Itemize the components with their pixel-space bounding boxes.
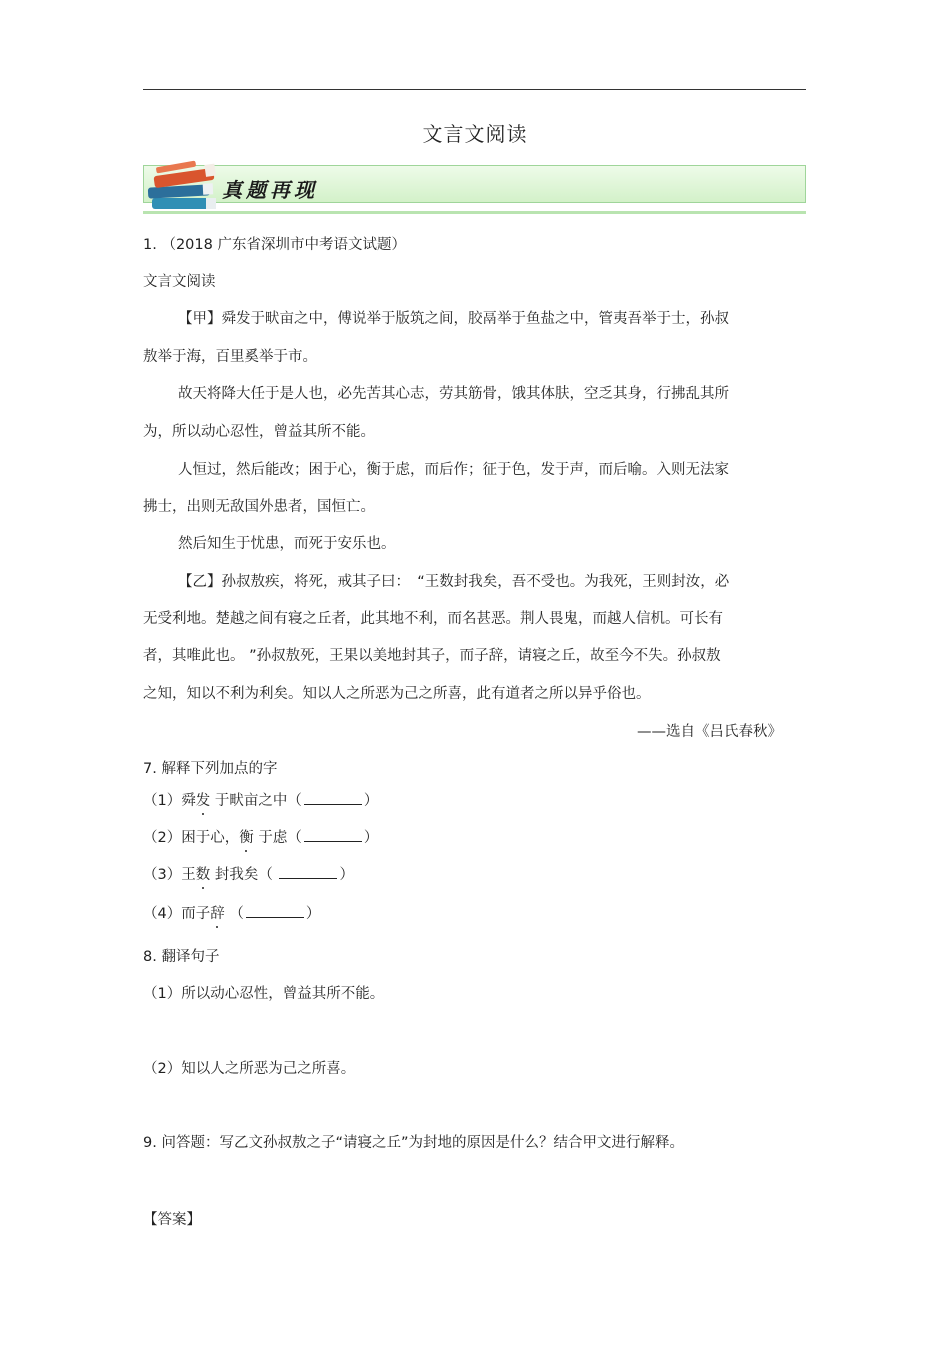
answer-blank[interactable] — [304, 790, 362, 805]
passage-jia-line: 【甲】舜发于畎亩之中，傅说举于版筑之间，胶鬲举于鱼盐之中，管夷吾举于士，孙叔 — [178, 311, 729, 327]
banner-underline — [143, 211, 806, 214]
passage-yi-line: 无受利地。楚越之间有寝之丘者，此其地不利，而名甚恶。荆人畏鬼，而越人信机。可长有 — [143, 611, 723, 627]
books-icon — [146, 160, 224, 214]
dotted-char: 辞 — [210, 902, 225, 923]
answer-blank[interactable] — [279, 864, 337, 879]
dotted-char: 数 — [196, 863, 211, 884]
q8-stem: 8. 翻译句子 — [143, 949, 220, 965]
q7-stem: 7. 解释下列加点的字 — [143, 761, 278, 777]
passage-jia-line: 故天将降大任于是人也，必先苦其心志，劳其筋骨，饿其体肤，空乏其身，行拂乱其所 — [178, 386, 729, 402]
header-rule — [143, 89, 806, 90]
dotted-char: 衡 — [239, 826, 254, 847]
q7-item: （2）困于心，衡 于虑（ ） — [143, 826, 378, 847]
q7-item: （3）王数 封我矣（ ） — [143, 863, 354, 884]
q9-stem: 9. 问答题：写乙文孙叔敖之子“请寝之丘”为封地的原因是什么？结合甲文进行解释。 — [143, 1135, 684, 1151]
passage-jia-line: 人恒过，然后能改；困于心，衡于虑，而后作；征于色，发于声，而后喻。入则无法家 — [178, 462, 729, 478]
dotted-char: 发 — [196, 789, 211, 810]
passage-jia-line: 然后知生于忧患，而死于安乐也。 — [178, 536, 396, 552]
answer-label: 【答案】 — [143, 1212, 201, 1228]
passage-yi-line: 者，其唯此也。 ”孙叔敖死，王果以美地封其子，而子辞，请寝之丘，故至今不失。孙叔敖 — [143, 648, 721, 664]
banner-label: 真题再现 — [222, 178, 318, 202]
passage-yi-line: 【乙】孙叔敖疾，将死，戒其子曰： “王数封我矣，吾不受也。为我死，王则封汝，必 — [178, 574, 730, 590]
q7-item: （4）而子辞 （ ） — [143, 902, 320, 923]
section-label: 文言文阅读 — [143, 274, 216, 290]
q8-item: （1）所以动心忍性，曾益其所不能。 — [143, 986, 385, 1002]
passage-jia-line: 拂士，出则无敌国外患者，国恒亡。 — [143, 499, 375, 515]
question-source: 1. （2018 广东省深圳市中考语文试题） — [143, 237, 406, 253]
passage-jia-line: 敖举于海，百里奚举于市。 — [143, 349, 317, 365]
passage-yi-line: 之知，知以不利为利矣。知以人之所恶为己之所喜，此有道者之所以异乎俗也。 — [143, 686, 651, 702]
answer-blank[interactable] — [304, 827, 362, 842]
q8-item: （2）知以人之所恶为己之所喜。 — [143, 1061, 356, 1077]
answer-blank[interactable] — [246, 903, 304, 918]
q7-item: （1）舜发 于畎亩之中（ ） — [143, 789, 378, 810]
page-title: 文言文阅读 — [422, 122, 528, 146]
passage-jia-line: 为，所以动心忍性，曾益其所不能。 — [143, 424, 375, 440]
citation: ——选自《吕氏春秋》 — [637, 724, 782, 740]
